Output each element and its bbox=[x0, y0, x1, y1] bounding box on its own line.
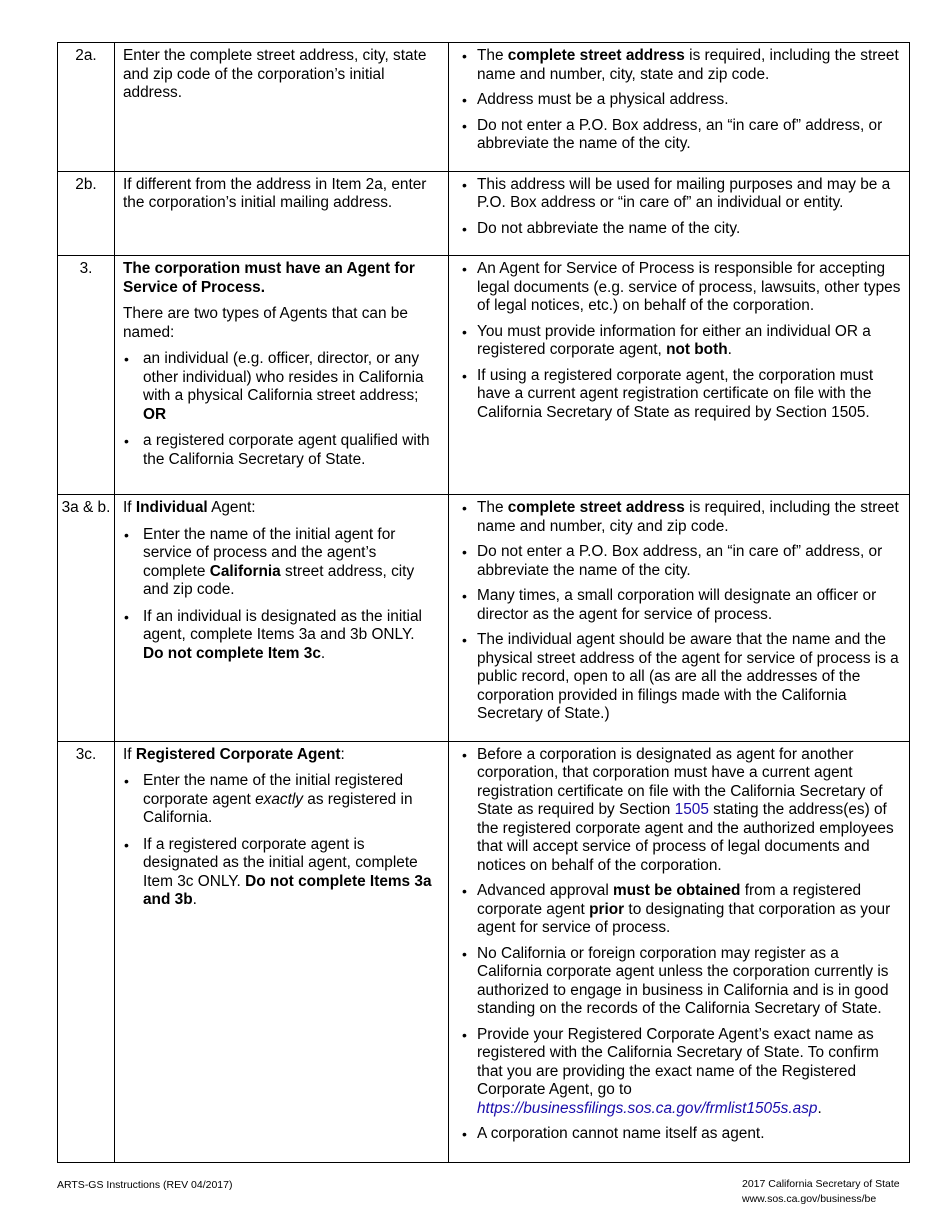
footer-right bbox=[742, 1177, 900, 1207]
item-notes bbox=[449, 43, 910, 172]
list-item: • Do not abbreviate the name of the city. bbox=[459, 220, 901, 239]
list-item: • An Agent for Service of Process is responsible for accepting legal documents (e.g. service of process, lawsuits, other types of legal notices, etc.) on behalf of the corporation. bbox=[459, 260, 901, 316]
table-row bbox=[58, 43, 910, 172]
table-row bbox=[58, 171, 910, 256]
list-item: • If an individual is designated as the initial agent, complete Items 3a and 3b ONLY. Do not complete Item 3c. bbox=[123, 608, 436, 664]
item-description bbox=[115, 171, 449, 256]
item-notes bbox=[449, 741, 910, 1162]
list-item: • Advanced approval must be obtained from a registered corporate agent prior to designating that corporation as your agent for service of process. bbox=[459, 882, 901, 938]
agent-list-link[interactable]: https://businessfilings.sos.ca.gov/frmlist1505s.asp bbox=[477, 1099, 818, 1117]
item-number: 3c. bbox=[58, 741, 115, 1162]
list-item: • Provide your Registered Corporate Agent’s exact name as registered with the California Secretary of State. To confirm that you are providing the exact name of the Registered Corporate Agent, go to https://businessfilings.sos.ca.gov/frmlist1505s.asp. bbox=[459, 1026, 901, 1119]
list-item: • If using a registered corporate agent, the corporation must have a current agent registration certificate on file with the California Secretary of State as required by Section 1505. bbox=[459, 367, 901, 423]
instructions-table bbox=[57, 42, 910, 1163]
table-row bbox=[58, 741, 910, 1162]
item-number: 3a & b. bbox=[58, 495, 115, 742]
item-description bbox=[115, 741, 449, 1162]
list-item: • You must provide information for either an individual OR a registered corporate agent, not both. bbox=[459, 323, 901, 360]
item-number: 2b. bbox=[58, 171, 115, 256]
list-item: • a registered corporate agent qualified with the California Secretary of State. bbox=[123, 432, 436, 469]
list-item: • No California or foreign corporation may register as a California corporate agent unless the corporation currently is authorized to engage in business in California and is in good standing on the records of the California Secretary of State. bbox=[459, 945, 901, 1019]
item-number: 3. bbox=[58, 256, 115, 495]
footer-copyright: 2017 California Secretary of State bbox=[742, 1178, 900, 1190]
section-1505-link[interactable]: 1505 bbox=[674, 801, 709, 818]
list-item: • The individual agent should be aware that the name and the physical street address of the agent for service of process is a public record, open to all (as are all the addresses of the corporation provided in filings made with the California Secretary of State.) bbox=[459, 631, 901, 724]
list-item: • Enter the name of the initial agent for service of process and the agent’s complete California street address, city and zip code. bbox=[123, 526, 436, 600]
list-item: • This address will be used for mailing purposes and may be a P.O. Box address or “in care of” an individual or entity. bbox=[459, 176, 901, 213]
description-lead: If Registered Corporate Agent: bbox=[123, 745, 345, 763]
item-description bbox=[115, 43, 449, 172]
item-notes bbox=[449, 171, 910, 256]
item-number: 2a. bbox=[58, 43, 115, 172]
item-description bbox=[115, 495, 449, 742]
footer-form-id: ARTS-GS Instructions (REV 04/2017) bbox=[57, 1179, 233, 1191]
item-description bbox=[115, 256, 449, 495]
description-text: Enter the complete street address, city, state and zip code of the corporation’s initial address. bbox=[123, 47, 427, 101]
list-item: • Before a corporation is designated as agent for another corporation, that corporation must have a current agent registration certificate on file with the California Secretary of State as required by Section 1505 stating the address(es) of the registered corporate agent and the authorized employees that will accept service of process of legal documents and notices on behalf of the corporation. bbox=[459, 746, 901, 876]
list-item: • Many times, a small corporation will designate an officer or director as the agent for service of process. bbox=[459, 587, 901, 624]
list-item: • Do not enter a P.O. Box address, an “in care of” address, or abbreviate the name of the city. bbox=[459, 117, 901, 154]
list-item: • If a registered corporate agent is designated as the initial agent, complete Item 3c ONLY. Do not complete Items 3a and 3b. bbox=[123, 836, 436, 910]
description-intro: There are two types of Agents that can be named: bbox=[123, 305, 408, 341]
item-notes bbox=[449, 495, 910, 742]
table-row bbox=[58, 256, 910, 495]
list-item: • A corporation cannot name itself as agent. bbox=[459, 1125, 901, 1144]
list-item: • Address must be a physical address. bbox=[459, 91, 901, 110]
description-text: If different from the address in Item 2a, enter the corporation’s initial mailing address. bbox=[123, 175, 427, 211]
list-item: • The complete street address is required, including the street name and number, city, state and zip code. bbox=[459, 47, 901, 84]
table-row bbox=[58, 495, 910, 742]
description-lead: If Individual Agent: bbox=[123, 499, 256, 516]
list-item: • Do not enter a P.O. Box address, an “in care of” address, or abbreviate the name of the city. bbox=[459, 543, 901, 580]
item-notes bbox=[449, 256, 910, 495]
list-item: • an individual (e.g. officer, director, or any other individual) who resides in California with a physical California street address; OR bbox=[123, 350, 436, 424]
footer-website: www.sos.ca.gov/business/be bbox=[742, 1193, 877, 1205]
list-item: • The complete street address is required, including the street name and number, city and zip code. bbox=[459, 499, 901, 536]
list-item: • Enter the name of the initial registered corporate agent exactly as registered in California. bbox=[123, 772, 436, 828]
description-heading: The corporation must have an Agent for Service of Process. bbox=[123, 260, 415, 296]
